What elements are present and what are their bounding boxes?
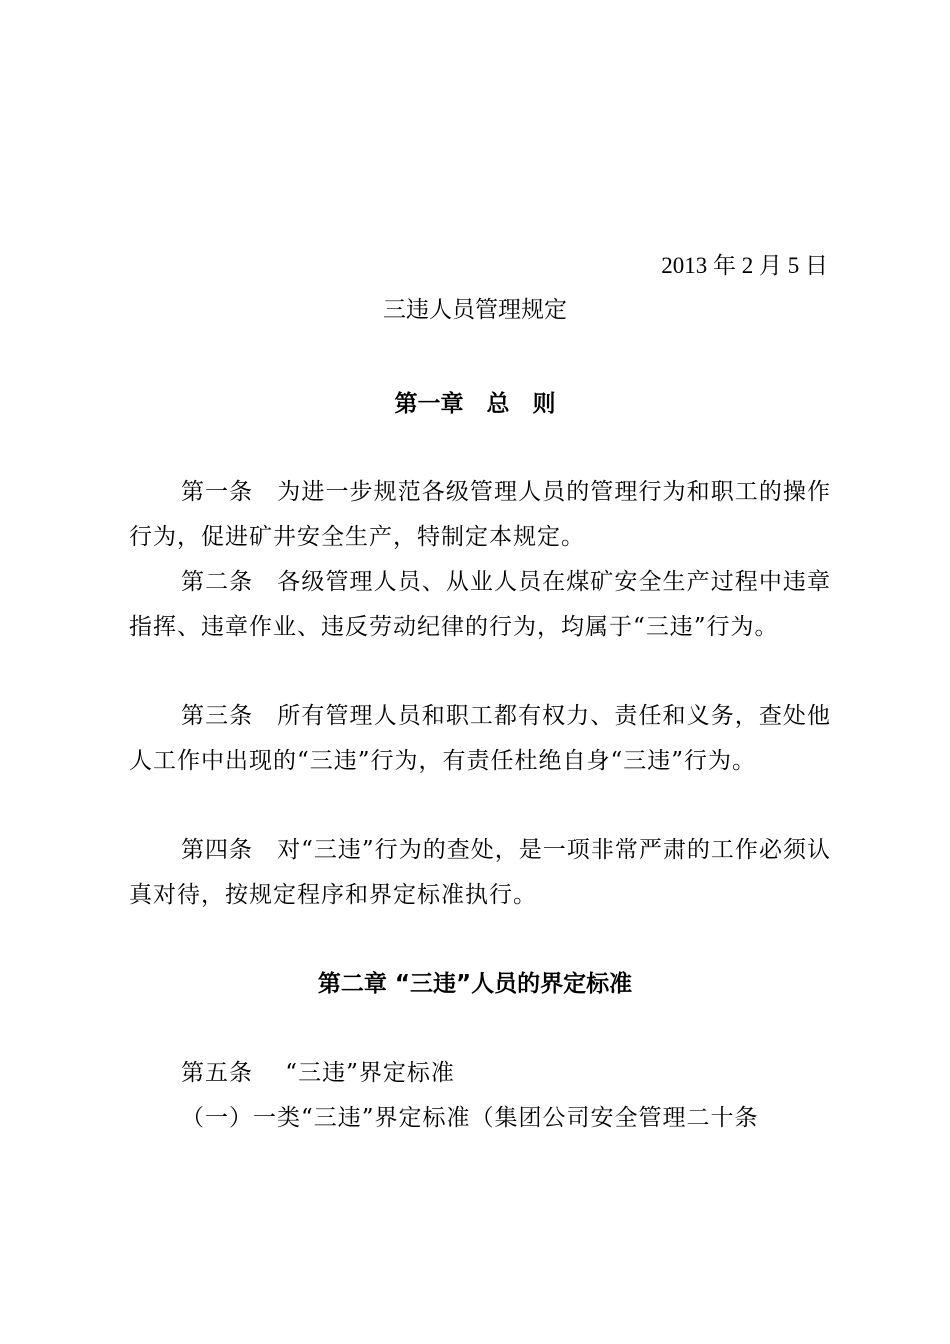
article-4: 第四条 对“三违”行为的查处，是一项非常严肃的工作必须认真对待，按规定程序和界定标准执行。 bbox=[129, 837, 831, 908]
chapter-1-heading: 第一章 总 则 bbox=[394, 391, 556, 417]
article-1: 第一条 为进一步规范各级管理人员的管理行为和职工的操作行为，促进矿井安全生产，特制定本规定。 bbox=[129, 479, 831, 550]
chapter-2-heading: 第二章 “三违”人员的界定标准 bbox=[317, 971, 633, 997]
article-5-item-1: （一）一类“三违”界定标准（集团公司安全管理二十条 bbox=[181, 1105, 759, 1131]
document-title: 三违人员管理规定 bbox=[383, 297, 567, 323]
article-5: 第五条 “三违”界定标准 bbox=[181, 1060, 455, 1086]
article-2: 第二条 各级管理人员、从业人员在煤矿安全生产过程中违章指挥、违章作业、违反劳动纪律的行为，均属于“三违”行为。 bbox=[129, 569, 831, 640]
document-date: 2013 年 2 月 5 日 bbox=[661, 253, 828, 278]
article-3: 第三条 所有管理人员和职工都有权力、责任和义务，查处他人工作中出现的“三违”行为，有责任杜绝自身“三违”行为。 bbox=[129, 703, 831, 774]
